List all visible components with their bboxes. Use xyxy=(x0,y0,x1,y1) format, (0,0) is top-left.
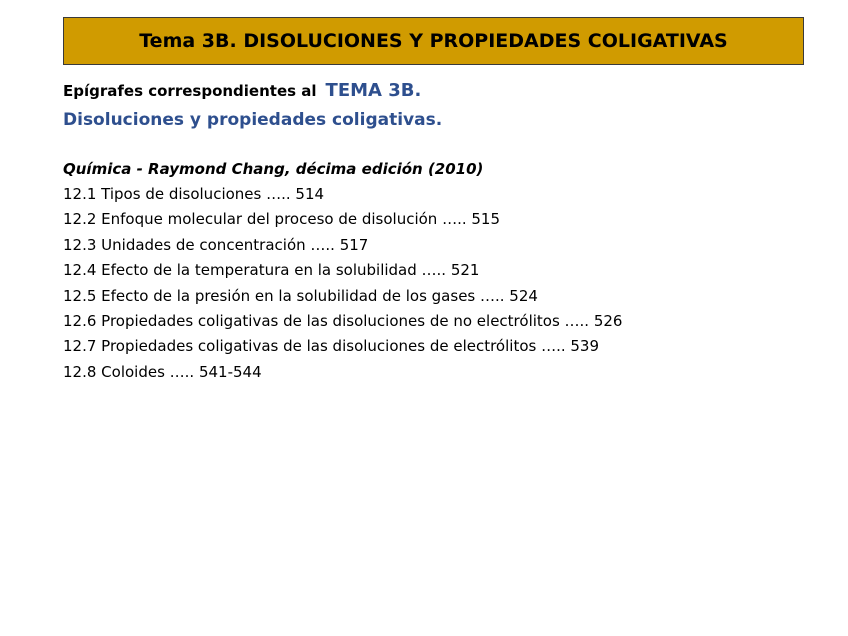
spacer xyxy=(63,133,823,157)
section-item: 12.5 Efecto de la presión en la solubilidad de los gases ….. 524 xyxy=(63,286,538,305)
section-item: 12.8 Coloides ….. 541-544 xyxy=(63,362,262,381)
section-item: 12.6 Propiedades coligativas de las disoluciones de no electrólitos ….. 526 xyxy=(63,311,623,330)
title-banner xyxy=(63,17,804,65)
section-item: 12.4 Efecto de la temperatura en la solubilidad ….. 521 xyxy=(63,261,480,280)
book-reference: Química - Raymond Chang, décima edición (2010) xyxy=(63,160,484,178)
section-item: 12.7 Propiedades coligativas de las disoluciones de electrólitos ….. 539 xyxy=(63,337,600,356)
topic-subtitle: Disoluciones y propiedades coligativas. xyxy=(63,110,443,130)
intro-label: Epígrafes correspondientes al xyxy=(63,82,317,100)
section-item: 12.2 Enfoque molecular del proceso de disolución ….. 515 xyxy=(63,210,500,229)
slide-title: Tema 3B. DISOLUCIONES Y PROPIEDADES COLIGATIVAS xyxy=(139,30,728,52)
topic-code: TEMA 3B. xyxy=(325,80,422,101)
slide-content xyxy=(63,80,823,385)
intro-line xyxy=(63,80,823,107)
section-item: 12.3 Unidades de concentración ….. 517 xyxy=(63,235,369,254)
section-item: 12.1 Tipos de disoluciones ….. 514 xyxy=(63,185,325,203)
